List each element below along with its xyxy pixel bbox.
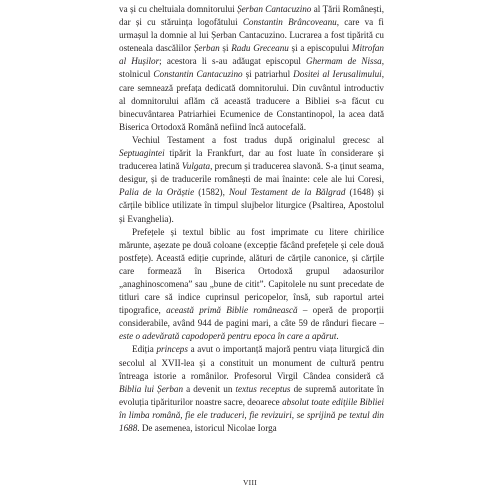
text-run: a avut o importanță majoră pentru viața liturgică din secolul al XVII-lea și a constituit un monument de cultură pentru întreaga istorie a românilor. Profesorul Virgil Cândea consideră că [119,344,385,381]
italic-text-run: Radu Greceanu [231,43,289,54]
paragraph-4 [119,343,384,435]
text-run: , precum și traducerea slavonă. S-a ținut seama, desigur, și de traducerile românești de mai înainte: cele ale lui Coresi, [119,161,384,185]
italic-text-run: absolut toate edițiile Bibliei în limba română, fie ele traduceri, fie revizuiri, se sprijină pe textul din 1688 [119,396,384,433]
text-run: a devenit un [183,383,236,394]
italic-text-run: textus receptus [235,383,291,394]
italic-text-run: Palia de la Orăștie [119,187,195,198]
text-run: Prefețele și textul biblic au fost imprimate cu litere chirilice mărunte, așezate pe două coloane (excepție făcând prefețele și cele două postfețe). Această ediție cuprinde, alături de cărțile canonice, și cărțile care formează în Biserica Ortodoxă grupul adaosurilor „anaghinoscomena” sau „bune de citit”. Capitolele nu sunt precedate de titluri care să indice cuprinsul pericopelor, însă, sub raportul artei tipografice, [119,226,384,316]
text-run: de supremă autoritate în evoluția tipăriturilor noastre sacre, deoarece [119,383,384,407]
text-run: ; acestora li s-au adăugat episcopul [159,56,307,67]
text-run: al Țării Românești, dar și cu stăruința logofătului [119,4,384,28]
italic-text-run: Biblia lui Șerban [119,383,184,394]
italic-text-run: această primă Biblie românească [166,305,298,316]
text-run: . De asemenea, istoricul Nicolae Iorga [137,423,277,433]
body-text [119,3,384,435]
italic-text-run: Șerban Cantacuzino [237,4,312,14]
text-run: (1582), [194,187,229,198]
italic-text-run: este o adevărată capodoperă pentru epoca în care a apărut [119,331,337,342]
text-run: , care semnează prefața dedicată domnitorului. Din cuvântul introductiv al domnitorului aflăm că această traducere a Bibliei s-a făcut cu binecuvântarea Patriarhiei Ecumenice de Constantinopol, la acea dată Biserica Ortodoxă Română nefiind încă autocefală. [119,69,384,132]
paragraph-3 [119,226,384,344]
italic-text-run: Mitrofan al Hușilor [119,43,384,67]
italic-text-run: Ghermam de Nissa [306,56,382,67]
italic-text-run: Vulgata [181,161,211,172]
text-run: , stolnicul [119,56,384,80]
text-run: (1648) și cărțile biblice utilizate în timpul slujbelor liturgice (Psaltirea, Apostolul și Evanghelia). [119,187,385,224]
text-run: tipărit la Frankfurt, dar au fost luate în considerare și traducerea latină [119,148,384,172]
text-run: și patriarhul [242,69,294,80]
text-run: și [219,43,232,54]
italic-text-run: princeps [156,344,188,355]
text-run: . [336,331,339,342]
text-run: – operă de proporții considerabile, având 944 de pagini mari, a câte 59 de rânduri fiecare – [119,305,384,329]
paragraph-1 [119,3,384,134]
text-run: Vechiul Testament a fost tradus după originalul grecesc al [132,134,384,145]
text-run: Ediția [132,344,157,355]
italic-text-run: Noul Testament de la Bălgrad [228,187,346,198]
italic-text-run: Constantin Brâncoveanu [242,17,337,28]
italic-text-run: Șerban [193,43,220,54]
italic-text-run: Constantin Cantacuzino [153,69,243,80]
italic-text-run: Septuagintei [119,148,165,159]
paragraph-2 [119,134,384,226]
text-run: va și cu cheltuiala domnitorului [119,4,238,14]
page-number: VIII [242,478,258,487]
text-run: și a episcopului [288,43,352,54]
text-run: , care va fi urmașul la domnie al lui Șerban Cantacuzino. Lucrarea a fost tipărită cu osteneala dascălilor [119,17,384,54]
italic-text-run: Dositei al Ierusalimului [293,69,382,80]
